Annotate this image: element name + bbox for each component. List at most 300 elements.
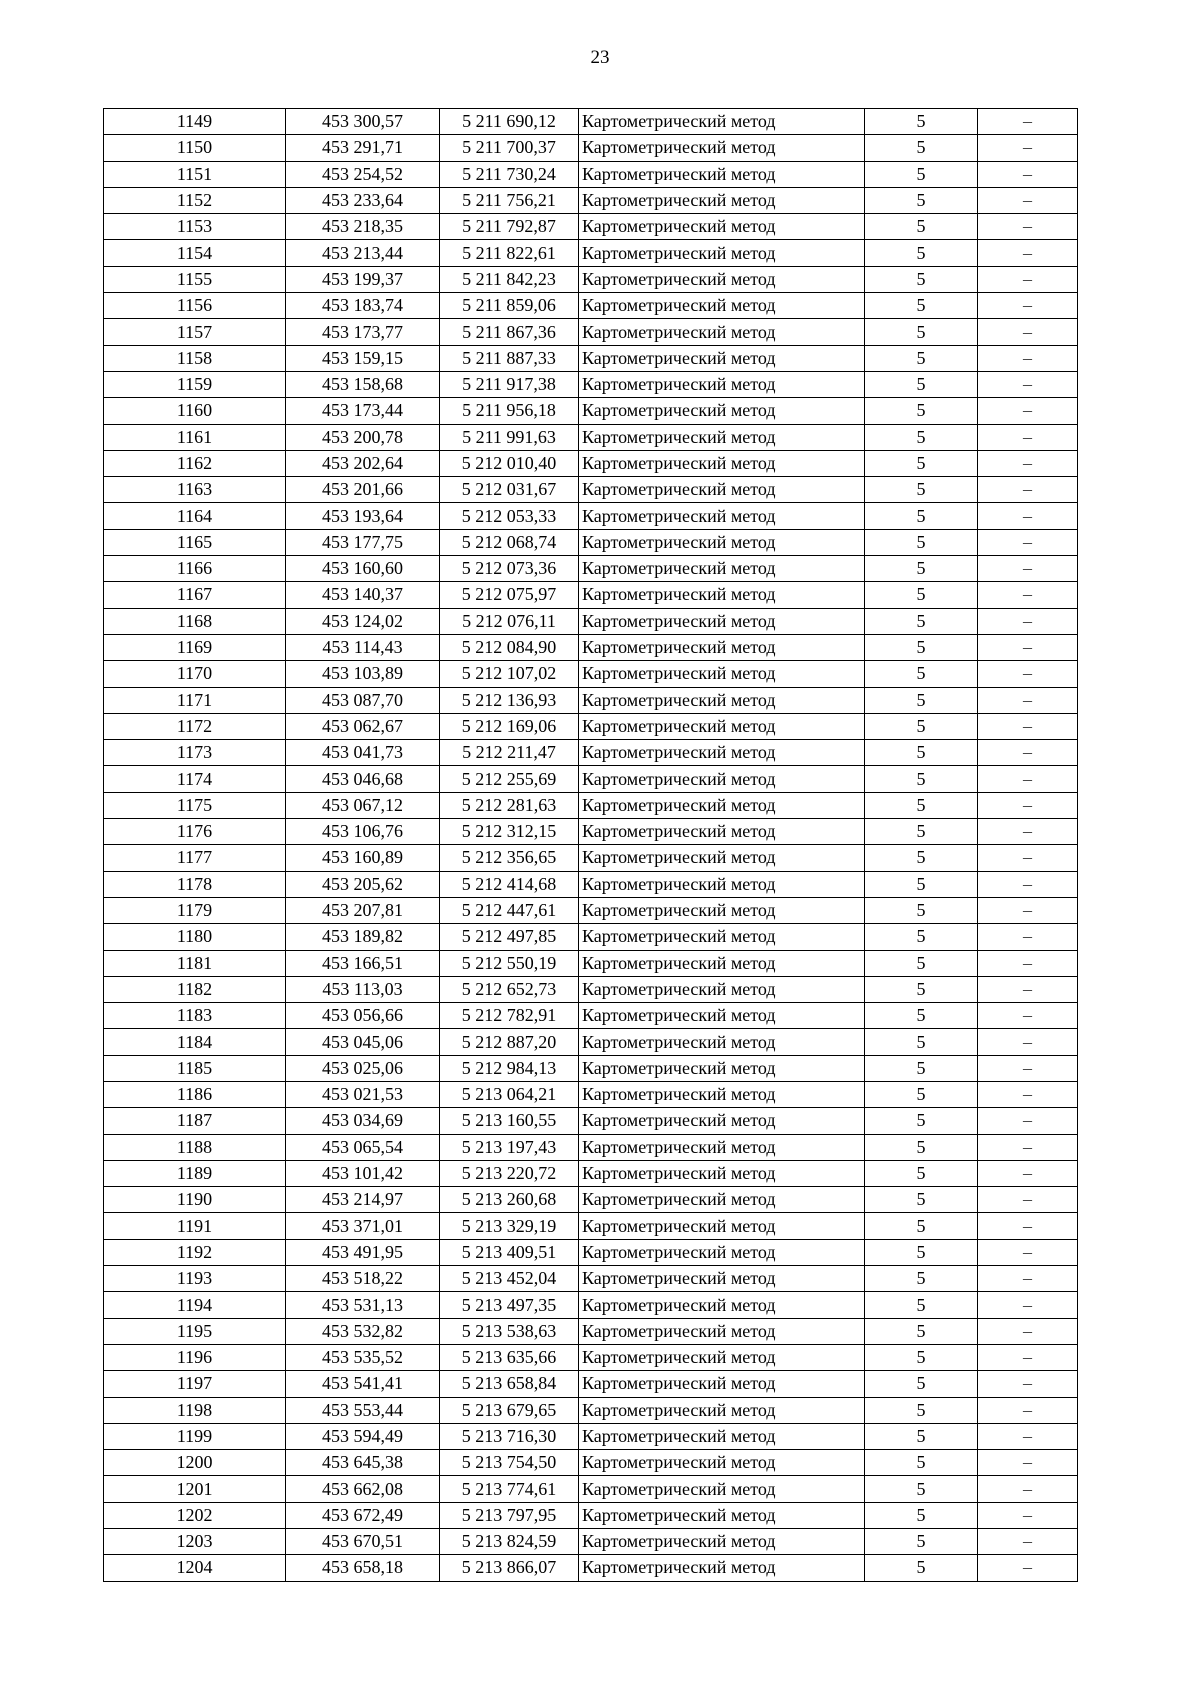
- y-coordinate-cell: 5 213 452,04: [440, 1266, 579, 1292]
- description-cell: –: [978, 1055, 1078, 1081]
- table-row: [104, 371, 1078, 397]
- description-cell: –: [978, 1371, 1078, 1397]
- accuracy-cell: 5: [865, 161, 978, 187]
- description-cell: –: [978, 634, 1078, 660]
- accuracy-cell: 5: [865, 187, 978, 213]
- description-cell: –: [978, 240, 1078, 266]
- x-coordinate-cell: 453 662,08: [286, 1476, 440, 1502]
- x-coordinate-cell: 453 173,44: [286, 398, 440, 424]
- description-cell: –: [978, 1134, 1078, 1160]
- table-row: [104, 1160, 1078, 1186]
- method-cell: Картометрический метод: [579, 1055, 865, 1081]
- point-number-cell: 1201: [104, 1476, 286, 1502]
- table-row: [104, 266, 1078, 292]
- y-coordinate-cell: 5 212 550,19: [440, 950, 579, 976]
- table-row: [104, 556, 1078, 582]
- y-coordinate-cell: 5 212 447,61: [440, 897, 579, 923]
- point-number-cell: 1159: [104, 371, 286, 397]
- y-coordinate-cell: 5 212 984,13: [440, 1055, 579, 1081]
- table-row: [104, 1003, 1078, 1029]
- method-cell: Картометрический метод: [579, 1266, 865, 1292]
- y-coordinate-cell: 5 213 754,50: [440, 1450, 579, 1476]
- accuracy-cell: 5: [865, 845, 978, 871]
- x-coordinate-cell: 453 645,38: [286, 1450, 440, 1476]
- accuracy-cell: 5: [865, 1529, 978, 1555]
- accuracy-cell: 5: [865, 634, 978, 660]
- accuracy-cell: 5: [865, 819, 978, 845]
- accuracy-cell: 5: [865, 740, 978, 766]
- x-coordinate-cell: 453 160,60: [286, 556, 440, 582]
- x-coordinate-cell: 453 124,02: [286, 608, 440, 634]
- y-coordinate-cell: 5 211 887,33: [440, 345, 579, 371]
- point-number-cell: 1192: [104, 1239, 286, 1265]
- y-coordinate-cell: 5 212 073,36: [440, 556, 579, 582]
- point-number-cell: 1152: [104, 187, 286, 213]
- y-coordinate-cell: 5 212 281,63: [440, 792, 579, 818]
- point-number-cell: 1158: [104, 345, 286, 371]
- description-cell: –: [978, 1529, 1078, 1555]
- table-row: [104, 1055, 1078, 1081]
- table-row: [104, 792, 1078, 818]
- method-cell: Картометрический метод: [579, 450, 865, 476]
- method-cell: Картометрический метод: [579, 1108, 865, 1134]
- table-row: [104, 477, 1078, 503]
- method-cell: Картометрический метод: [579, 109, 865, 135]
- accuracy-cell: 5: [865, 897, 978, 923]
- accuracy-cell: 5: [865, 1055, 978, 1081]
- method-cell: Картометрический метод: [579, 1555, 865, 1581]
- x-coordinate-cell: 453 021,53: [286, 1081, 440, 1107]
- accuracy-cell: 5: [865, 1081, 978, 1107]
- description-cell: –: [978, 1476, 1078, 1502]
- description-cell: –: [978, 608, 1078, 634]
- accuracy-cell: 5: [865, 1318, 978, 1344]
- accuracy-cell: 5: [865, 109, 978, 135]
- x-coordinate-cell: 453 535,52: [286, 1344, 440, 1370]
- method-cell: Картометрический метод: [579, 1292, 865, 1318]
- method-cell: Картометрический метод: [579, 477, 865, 503]
- table-row: [104, 713, 1078, 739]
- description-cell: –: [978, 766, 1078, 792]
- accuracy-cell: 5: [865, 582, 978, 608]
- accuracy-cell: 5: [865, 713, 978, 739]
- description-cell: –: [978, 1108, 1078, 1134]
- description-cell: –: [978, 713, 1078, 739]
- point-number-cell: 1170: [104, 661, 286, 687]
- y-coordinate-cell: 5 212 136,93: [440, 687, 579, 713]
- y-coordinate-cell: 5 212 255,69: [440, 766, 579, 792]
- y-coordinate-cell: 5 211 690,12: [440, 109, 579, 135]
- table-row: [104, 1502, 1078, 1528]
- x-coordinate-cell: 453 233,64: [286, 187, 440, 213]
- y-coordinate-cell: 5 212 887,20: [440, 1029, 579, 1055]
- accuracy-cell: 5: [865, 135, 978, 161]
- x-coordinate-cell: 453 214,97: [286, 1187, 440, 1213]
- point-number-cell: 1156: [104, 293, 286, 319]
- accuracy-cell: 5: [865, 529, 978, 555]
- table-row: [104, 161, 1078, 187]
- point-number-cell: 1196: [104, 1344, 286, 1370]
- point-number-cell: 1189: [104, 1160, 286, 1186]
- description-cell: –: [978, 214, 1078, 240]
- method-cell: Картометрический метод: [579, 240, 865, 266]
- x-coordinate-cell: 453 670,51: [286, 1529, 440, 1555]
- description-cell: –: [978, 1029, 1078, 1055]
- description-cell: –: [978, 1423, 1078, 1449]
- accuracy-cell: 5: [865, 608, 978, 634]
- accuracy-cell: 5: [865, 1476, 978, 1502]
- method-cell: Картометрический метод: [579, 1239, 865, 1265]
- x-coordinate-cell: 453 113,03: [286, 976, 440, 1002]
- x-coordinate-cell: 453 189,82: [286, 924, 440, 950]
- y-coordinate-cell: 5 212 010,40: [440, 450, 579, 476]
- y-coordinate-cell: 5 212 107,02: [440, 661, 579, 687]
- x-coordinate-cell: 453 491,95: [286, 1239, 440, 1265]
- point-number-cell: 1188: [104, 1134, 286, 1160]
- method-cell: Картометрический метод: [579, 845, 865, 871]
- y-coordinate-cell: 5 211 730,24: [440, 161, 579, 187]
- description-cell: –: [978, 582, 1078, 608]
- point-number-cell: 1187: [104, 1108, 286, 1134]
- y-coordinate-cell: 5 211 700,37: [440, 135, 579, 161]
- x-coordinate-cell: 453 166,51: [286, 950, 440, 976]
- accuracy-cell: 5: [865, 1108, 978, 1134]
- y-coordinate-cell: 5 212 312,15: [440, 819, 579, 845]
- description-cell: –: [978, 819, 1078, 845]
- y-coordinate-cell: 5 213 160,55: [440, 1108, 579, 1134]
- accuracy-cell: 5: [865, 1187, 978, 1213]
- method-cell: Картометрический метод: [579, 792, 865, 818]
- accuracy-cell: 5: [865, 266, 978, 292]
- x-coordinate-cell: 453 207,81: [286, 897, 440, 923]
- method-cell: Картометрический метод: [579, 556, 865, 582]
- x-coordinate-cell: 453 025,06: [286, 1055, 440, 1081]
- accuracy-cell: 5: [865, 345, 978, 371]
- method-cell: Картометрический метод: [579, 161, 865, 187]
- method-cell: Картометрический метод: [579, 582, 865, 608]
- y-coordinate-cell: 5 211 792,87: [440, 214, 579, 240]
- method-cell: Картометрический метод: [579, 371, 865, 397]
- x-coordinate-cell: 453 218,35: [286, 214, 440, 240]
- accuracy-cell: 5: [865, 1239, 978, 1265]
- table-row: [104, 1423, 1078, 1449]
- table-row: [104, 1292, 1078, 1318]
- accuracy-cell: 5: [865, 976, 978, 1002]
- x-coordinate-cell: 453 300,57: [286, 109, 440, 135]
- table-row: [104, 1239, 1078, 1265]
- description-cell: –: [978, 1344, 1078, 1370]
- y-coordinate-cell: 5 212 076,11: [440, 608, 579, 634]
- x-coordinate-cell: 453 199,37: [286, 266, 440, 292]
- x-coordinate-cell: 453 291,71: [286, 135, 440, 161]
- point-number-cell: 1162: [104, 450, 286, 476]
- point-number-cell: 1190: [104, 1187, 286, 1213]
- x-coordinate-cell: 453 046,68: [286, 766, 440, 792]
- y-coordinate-cell: 5 211 956,18: [440, 398, 579, 424]
- point-number-cell: 1166: [104, 556, 286, 582]
- x-coordinate-cell: 453 177,75: [286, 529, 440, 555]
- accuracy-cell: 5: [865, 661, 978, 687]
- accuracy-cell: 5: [865, 1160, 978, 1186]
- point-number-cell: 1198: [104, 1397, 286, 1423]
- x-coordinate-cell: 453 532,82: [286, 1318, 440, 1344]
- table-row: [104, 109, 1078, 135]
- point-number-cell: 1197: [104, 1371, 286, 1397]
- description-cell: –: [978, 503, 1078, 529]
- table-row: [104, 924, 1078, 950]
- method-cell: Картометрический метод: [579, 345, 865, 371]
- point-number-cell: 1191: [104, 1213, 286, 1239]
- page-number: 23: [590, 47, 610, 68]
- coordinates-table: [103, 108, 1078, 1582]
- point-number-cell: 1176: [104, 819, 286, 845]
- accuracy-cell: 5: [865, 1450, 978, 1476]
- table-row: [104, 950, 1078, 976]
- y-coordinate-cell: 5 213 658,84: [440, 1371, 579, 1397]
- description-cell: –: [978, 424, 1078, 450]
- table-row: [104, 819, 1078, 845]
- description-cell: –: [978, 529, 1078, 555]
- point-number-cell: 1154: [104, 240, 286, 266]
- method-cell: Картометрический метод: [579, 266, 865, 292]
- description-cell: –: [978, 371, 1078, 397]
- method-cell: Картометрический метод: [579, 976, 865, 1002]
- table-row: [104, 976, 1078, 1002]
- description-cell: –: [978, 924, 1078, 950]
- x-coordinate-cell: 453 067,12: [286, 792, 440, 818]
- description-cell: –: [978, 477, 1078, 503]
- x-coordinate-cell: 453 201,66: [286, 477, 440, 503]
- method-cell: Картометрический метод: [579, 319, 865, 345]
- x-coordinate-cell: 453 087,70: [286, 687, 440, 713]
- accuracy-cell: 5: [865, 1029, 978, 1055]
- accuracy-cell: 5: [865, 1371, 978, 1397]
- description-cell: –: [978, 792, 1078, 818]
- x-coordinate-cell: 453 658,18: [286, 1555, 440, 1581]
- table-row: [104, 1555, 1078, 1581]
- accuracy-cell: 5: [865, 293, 978, 319]
- description-cell: –: [978, 135, 1078, 161]
- description-cell: –: [978, 266, 1078, 292]
- y-coordinate-cell: 5 212 169,06: [440, 713, 579, 739]
- table-row: [104, 897, 1078, 923]
- method-cell: Картометрический метод: [579, 608, 865, 634]
- y-coordinate-cell: 5 212 782,91: [440, 1003, 579, 1029]
- table-row: [104, 398, 1078, 424]
- y-coordinate-cell: 5 213 329,19: [440, 1213, 579, 1239]
- description-cell: –: [978, 293, 1078, 319]
- point-number-cell: 1199: [104, 1423, 286, 1449]
- accuracy-cell: 5: [865, 766, 978, 792]
- point-number-cell: 1203: [104, 1529, 286, 1555]
- point-number-cell: 1151: [104, 161, 286, 187]
- x-coordinate-cell: 453 103,89: [286, 661, 440, 687]
- accuracy-cell: 5: [865, 503, 978, 529]
- x-coordinate-cell: 453 594,49: [286, 1423, 440, 1449]
- table-row: [104, 529, 1078, 555]
- point-number-cell: 1168: [104, 608, 286, 634]
- description-cell: –: [978, 1160, 1078, 1186]
- point-number-cell: 1167: [104, 582, 286, 608]
- point-number-cell: 1195: [104, 1318, 286, 1344]
- y-coordinate-cell: 5 211 917,38: [440, 371, 579, 397]
- table-row: [104, 503, 1078, 529]
- table-row: [104, 187, 1078, 213]
- x-coordinate-cell: 453 041,73: [286, 740, 440, 766]
- description-cell: –: [978, 1318, 1078, 1344]
- table-row: [104, 1318, 1078, 1344]
- method-cell: Картометрический метод: [579, 634, 865, 660]
- method-cell: Картометрический метод: [579, 1160, 865, 1186]
- y-coordinate-cell: 5 211 756,21: [440, 187, 579, 213]
- description-cell: –: [978, 661, 1078, 687]
- description-cell: –: [978, 976, 1078, 1002]
- y-coordinate-cell: 5 211 842,23: [440, 266, 579, 292]
- method-cell: Картометрический метод: [579, 293, 865, 319]
- table-row: [104, 740, 1078, 766]
- table-row: [104, 1397, 1078, 1423]
- x-coordinate-cell: 453 205,62: [286, 871, 440, 897]
- method-cell: Картометрический метод: [579, 950, 865, 976]
- table-row: [104, 1529, 1078, 1555]
- x-coordinate-cell: 453 200,78: [286, 424, 440, 450]
- method-cell: Картометрический метод: [579, 766, 865, 792]
- description-cell: –: [978, 109, 1078, 135]
- table-row: [104, 293, 1078, 319]
- y-coordinate-cell: 5 213 866,07: [440, 1555, 579, 1581]
- y-coordinate-cell: 5 213 774,61: [440, 1476, 579, 1502]
- x-coordinate-cell: 453 114,43: [286, 634, 440, 660]
- accuracy-cell: 5: [865, 398, 978, 424]
- method-cell: Картометрический метод: [579, 214, 865, 240]
- x-coordinate-cell: 453 065,54: [286, 1134, 440, 1160]
- y-coordinate-cell: 5 213 064,21: [440, 1081, 579, 1107]
- table-row: [104, 608, 1078, 634]
- description-cell: –: [978, 687, 1078, 713]
- description-cell: –: [978, 161, 1078, 187]
- x-coordinate-cell: 453 062,67: [286, 713, 440, 739]
- x-coordinate-cell: 453 672,49: [286, 1502, 440, 1528]
- x-coordinate-cell: 453 202,64: [286, 450, 440, 476]
- y-coordinate-cell: 5 213 716,30: [440, 1423, 579, 1449]
- x-coordinate-cell: 453 518,22: [286, 1266, 440, 1292]
- point-number-cell: 1200: [104, 1450, 286, 1476]
- method-cell: Картометрический метод: [579, 187, 865, 213]
- table-row: [104, 214, 1078, 240]
- method-cell: Картометрический метод: [579, 1187, 865, 1213]
- description-cell: –: [978, 1555, 1078, 1581]
- table-row: [104, 135, 1078, 161]
- y-coordinate-cell: 5 211 991,63: [440, 424, 579, 450]
- table-row: [104, 1134, 1078, 1160]
- y-coordinate-cell: 5 211 822,61: [440, 240, 579, 266]
- table-row: [104, 661, 1078, 687]
- x-coordinate-cell: 453 541,41: [286, 1371, 440, 1397]
- accuracy-cell: 5: [865, 556, 978, 582]
- x-coordinate-cell: 453 140,37: [286, 582, 440, 608]
- y-coordinate-cell: 5 213 797,95: [440, 1502, 579, 1528]
- table-row: [104, 634, 1078, 660]
- y-coordinate-cell: 5 212 211,47: [440, 740, 579, 766]
- point-number-cell: 1179: [104, 897, 286, 923]
- y-coordinate-cell: 5 213 679,65: [440, 1397, 579, 1423]
- point-number-cell: 1202: [104, 1502, 286, 1528]
- method-cell: Картометрический метод: [579, 1529, 865, 1555]
- method-cell: Картометрический метод: [579, 924, 865, 950]
- x-coordinate-cell: 453 173,77: [286, 319, 440, 345]
- y-coordinate-cell: 5 213 260,68: [440, 1187, 579, 1213]
- table-row: [104, 687, 1078, 713]
- table-row: [104, 1266, 1078, 1292]
- y-coordinate-cell: 5 212 031,67: [440, 477, 579, 503]
- description-cell: –: [978, 950, 1078, 976]
- accuracy-cell: 5: [865, 1292, 978, 1318]
- accuracy-cell: 5: [865, 1266, 978, 1292]
- point-number-cell: 1175: [104, 792, 286, 818]
- y-coordinate-cell: 5 212 068,74: [440, 529, 579, 555]
- table-row: [104, 1108, 1078, 1134]
- x-coordinate-cell: 453 160,89: [286, 845, 440, 871]
- table-row: [104, 1081, 1078, 1107]
- description-cell: –: [978, 871, 1078, 897]
- table-row: [104, 1029, 1078, 1055]
- point-number-cell: 1204: [104, 1555, 286, 1581]
- table-row: [104, 871, 1078, 897]
- description-cell: –: [978, 319, 1078, 345]
- method-cell: Картометрический метод: [579, 1134, 865, 1160]
- method-cell: Картометрический метод: [579, 1423, 865, 1449]
- accuracy-cell: 5: [865, 214, 978, 240]
- accuracy-cell: 5: [865, 687, 978, 713]
- description-cell: –: [978, 1239, 1078, 1265]
- method-cell: Картометрический метод: [579, 1397, 865, 1423]
- accuracy-cell: 5: [865, 1502, 978, 1528]
- table-row: [104, 1476, 1078, 1502]
- y-coordinate-cell: 5 212 084,90: [440, 634, 579, 660]
- description-cell: –: [978, 1397, 1078, 1423]
- x-coordinate-cell: 453 531,13: [286, 1292, 440, 1318]
- x-coordinate-cell: 453 183,74: [286, 293, 440, 319]
- point-number-cell: 1149: [104, 109, 286, 135]
- point-number-cell: 1164: [104, 503, 286, 529]
- description-cell: –: [978, 398, 1078, 424]
- table-body: [104, 109, 1078, 1582]
- table-row: [104, 1371, 1078, 1397]
- method-cell: Картометрический метод: [579, 713, 865, 739]
- method-cell: Картометрический метод: [579, 398, 865, 424]
- method-cell: Картометрический метод: [579, 1213, 865, 1239]
- accuracy-cell: 5: [865, 1344, 978, 1370]
- method-cell: Картометрический метод: [579, 1029, 865, 1055]
- x-coordinate-cell: 453 045,06: [286, 1029, 440, 1055]
- y-coordinate-cell: 5 212 356,65: [440, 845, 579, 871]
- point-number-cell: 1180: [104, 924, 286, 950]
- table-row: [104, 1450, 1078, 1476]
- point-number-cell: 1169: [104, 634, 286, 660]
- y-coordinate-cell: 5 213 409,51: [440, 1239, 579, 1265]
- method-cell: Картометрический метод: [579, 1344, 865, 1370]
- description-cell: –: [978, 1213, 1078, 1239]
- y-coordinate-cell: 5 213 824,59: [440, 1529, 579, 1555]
- method-cell: Картометрический метод: [579, 1450, 865, 1476]
- y-coordinate-cell: 5 212 053,33: [440, 503, 579, 529]
- description-cell: –: [978, 845, 1078, 871]
- x-coordinate-cell: 453 056,66: [286, 1003, 440, 1029]
- accuracy-cell: 5: [865, 1213, 978, 1239]
- table-row: [104, 845, 1078, 871]
- point-number-cell: 1157: [104, 319, 286, 345]
- point-number-cell: 1181: [104, 950, 286, 976]
